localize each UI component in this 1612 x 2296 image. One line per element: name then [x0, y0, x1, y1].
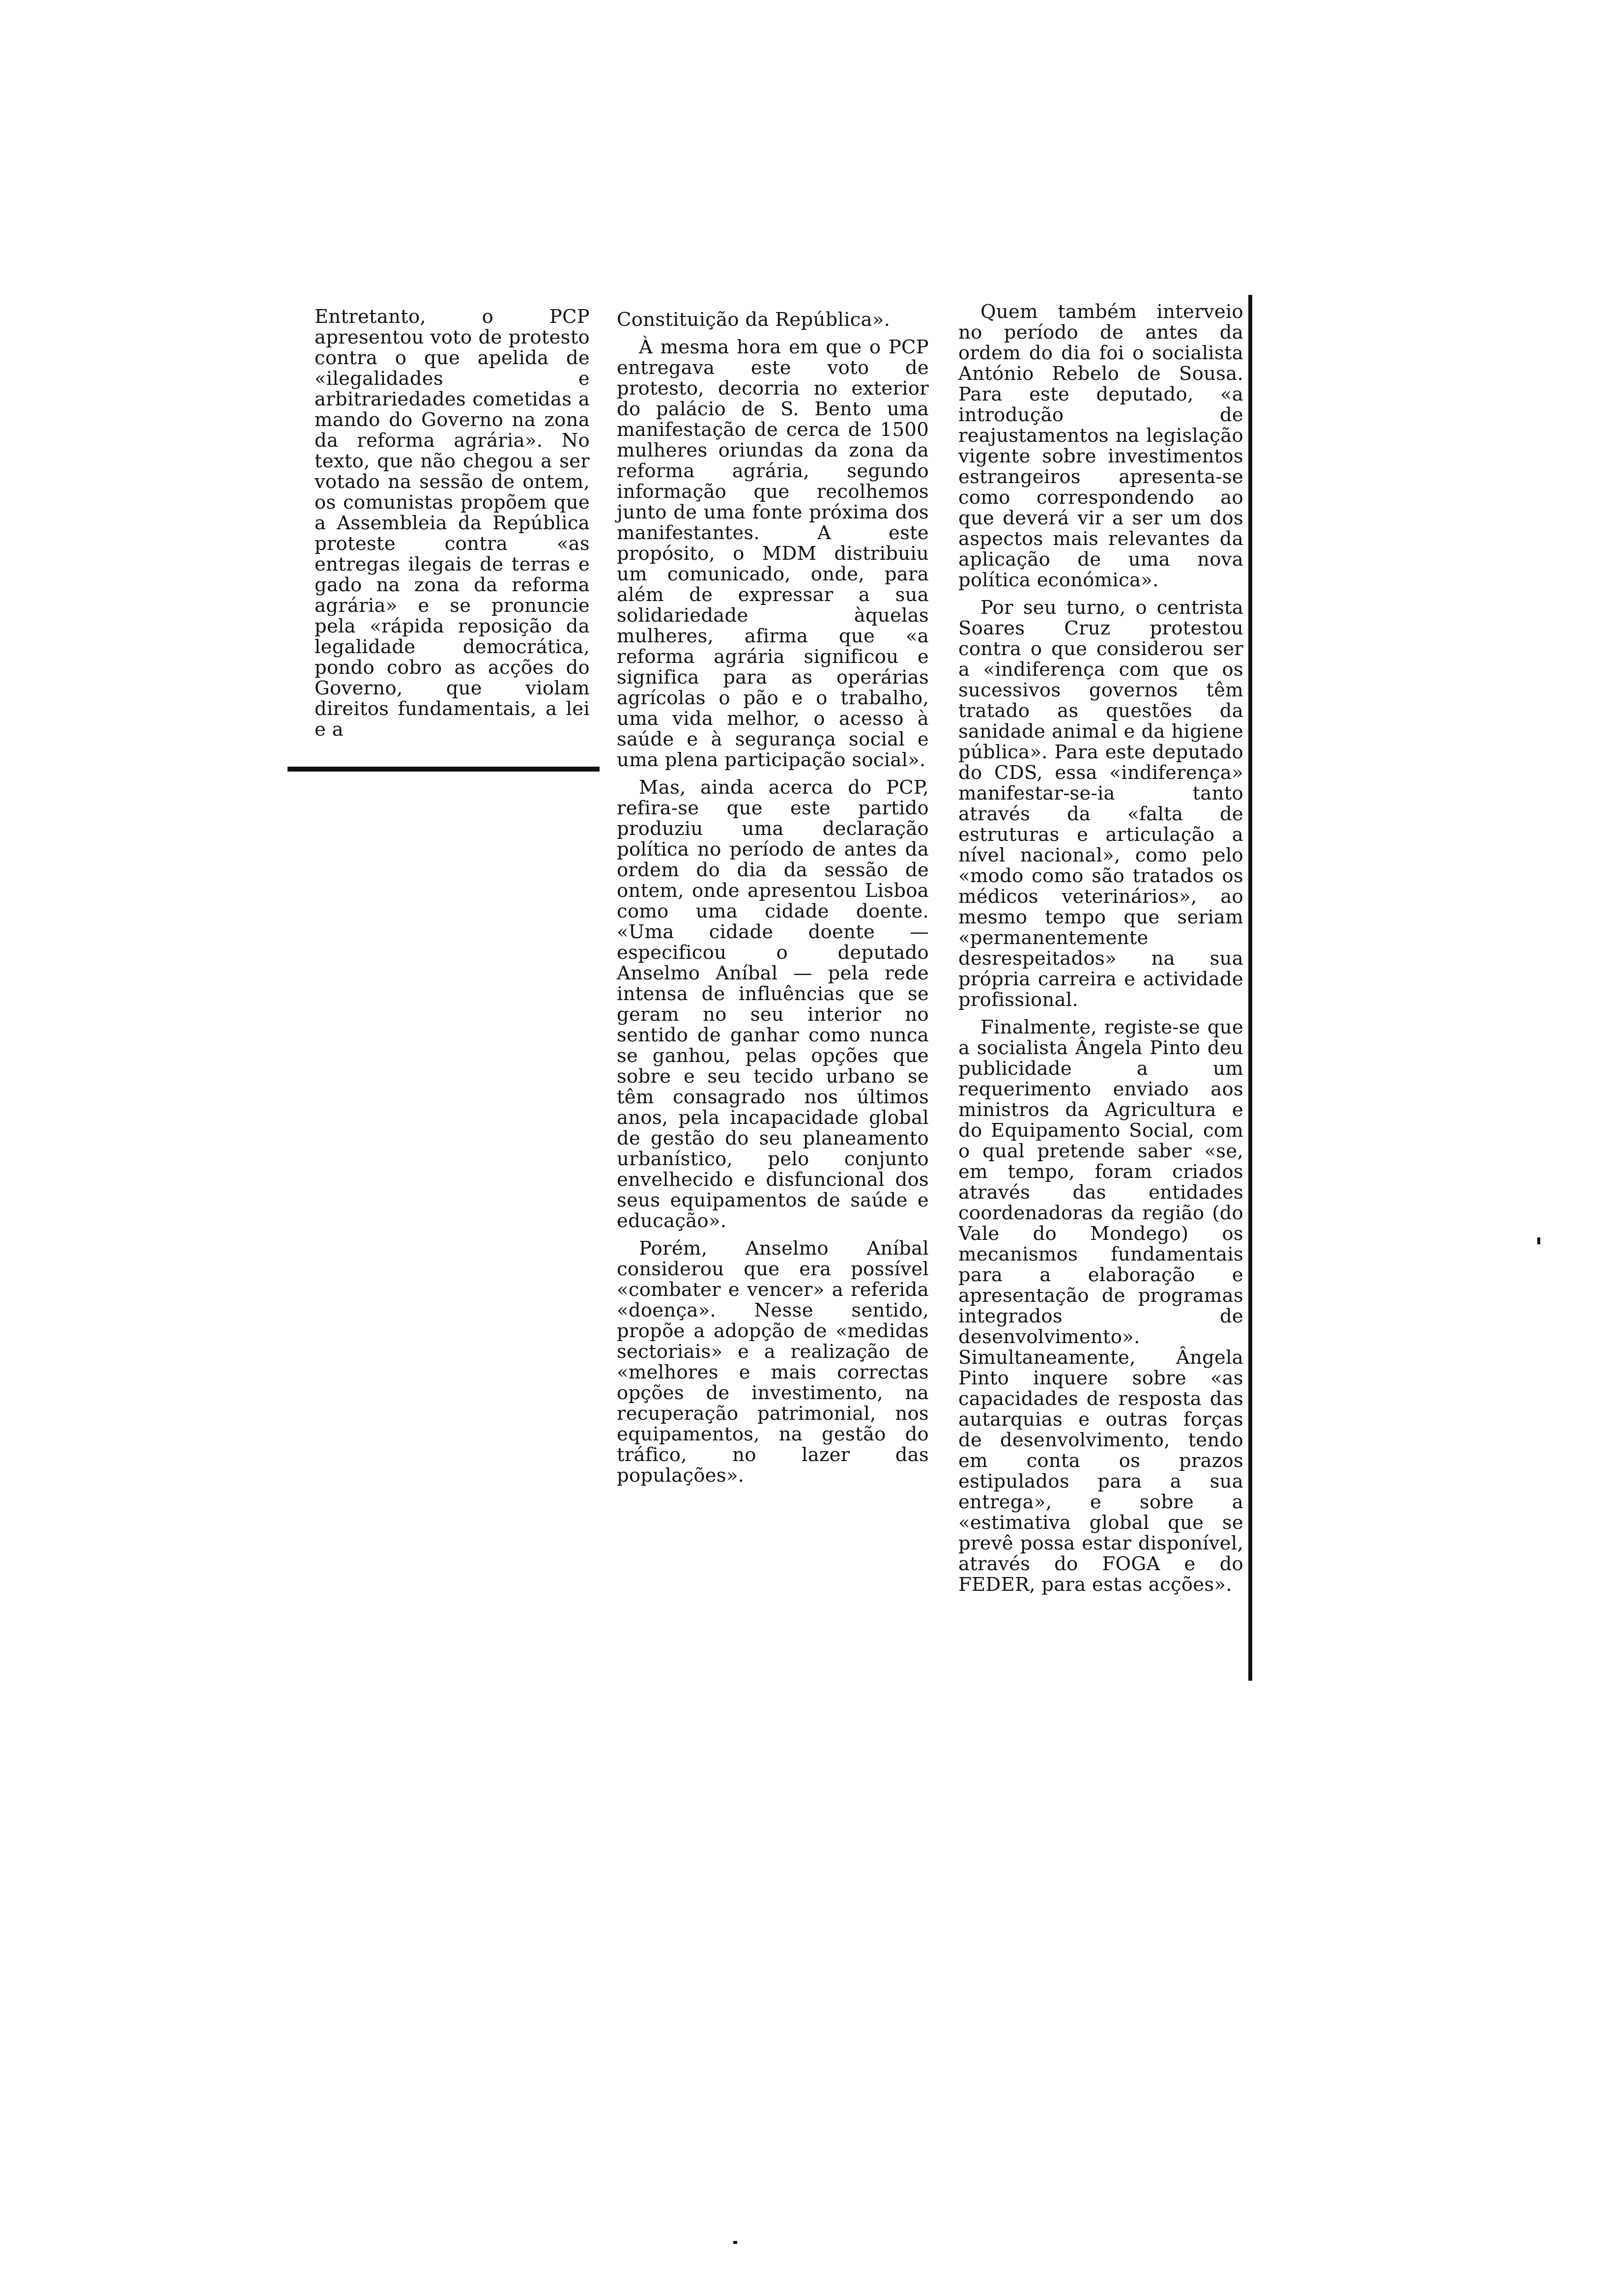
paragraph: Porém, Anselmo Aníbal considerou que era possível «combater e vencer» a referida «doença». Nesse sentido, propõe a adopção de «medidas sectoriais» e a realização de «melhores e mais correctas opções de investimento, na recuperação patrimonial, nos equipamentos, na gestão do tráfico, no lazer das populações».: [617, 1237, 929, 1487]
paragraph: Mas, ainda acerca do PCP, refira-se que este partido produziu uma declaração política no período de antes da ordem do dia da sessão de ontem, onde apresentou Lisboa como uma cidade doente. «Uma cidade doente — especificou o deputado Anselmo Aníbal — pela rede intensa de influências que se geram no seu interior no sentido de ganhar como nunca se ganhou, pelas opções que sobre e seu tecido urbano se têm consagrado nos últimos anos, pela incapacidade global de gestão do seu planeamento urbanístico, pelo conjunto envelhecido e disfuncional dos seus equipamentos de saúde e educação».: [617, 776, 929, 1232]
clipping-edge-rule: [1248, 295, 1252, 1681]
paragraph: Entretanto, o PCP apresentou voto de protesto contra o que apelida de «ilegalidades e arbitrariedades cometidas a mando do Governo na zona da reforma agrária». No texto, que não chegou a ser votado na sessão de ontem, os comunistas propõem que a Assembleia da República proteste contra «as entregas ilegais de terras e gado na zona da reforma agrária» e se pronuncie pela «rápida reposição da legalidade democrática, pondo cobro as acções do Governo, que violam direitos fundamentais, a lei e a: [315, 306, 590, 741]
paragraph: Constituição da República».: [617, 309, 891, 331]
paragraph: À mesma hora em que o PCP entregava este voto de protesto, decorria no exterior do palácio de S. Bento uma manifestação de cerca de 1500 mulheres oriundas da zona da reforma agrária, segundo informação que recolhemos junto de uma fonte próxima dos manifestantes. A este propósito, o MDM distribuiu um comunicado, onde, para além de expressar a sua solidariedade àquelas mulheres, afirma que «a reforma agrária significou e significa para as operárias agrícolas o pão e o trabalho, uma vida melhor, o acesso à saúde e à segurança social e uma plena participação social».: [617, 336, 929, 771]
article-column-3: [958, 302, 1243, 1602]
paragraph: Finalmente, registe-se que a socialista Ângela Pinto deu publicidade a um requerimento enviado aos ministros da Agricultura e do Equipamento Social, com o qual pretende saber «se, em tempo, foram criados através das entidades coordenadoras da região (do Vale do Mondego) os mecanismos fundamentais para a elaboração e apresentação de programas integrados de desenvolvimento». Simultaneamente, Ângela Pinto inquere sobre «as capacidades de resposta das autarquias e outras forças de desenvolvimento, tendo em conta os prazos estipulados para a sua entrega», e sobre a «estimativa global que se prevê possa estar disponível, através do FOGA e do FEDER, para estas acções».: [958, 1016, 1243, 1596]
article-column-1: [315, 307, 590, 747]
paragraph: Quem também interveio no período de antes da ordem do dia foi o socialista António Rebelo de Sousa. Para este deputado, «a introdução de reajustamentos na legislação vigente sobre investimentos estrangeiros apresenta-se como correspondendo ao que deverá vir a ser um dos aspectos mais relevantes da aplicação de uma nova política económica».: [958, 301, 1243, 591]
scan-speck: [733, 2241, 737, 2244]
article-column-2: [617, 310, 929, 1493]
paragraph: Por seu turno, o centrista Soares Cruz protestou contra o que considerou ser a «indiferença com que os sucessivos governos têm tratado as questões da sanidade animal e da higiene pública». Para este deputado do CDS, essa «indiferença» manifestar-se-ia tanto através da «falta de estruturas e articulação a nível nacional», como pelo «modo como são tratados os médicos veterinários», ao mesmo tempo que seriam «permanentemente desrespeitados» na sua própria carreira e actividade profissional.: [958, 597, 1243, 1011]
scan-speck: [1537, 1237, 1540, 1244]
column-divider-rule: [288, 767, 600, 772]
